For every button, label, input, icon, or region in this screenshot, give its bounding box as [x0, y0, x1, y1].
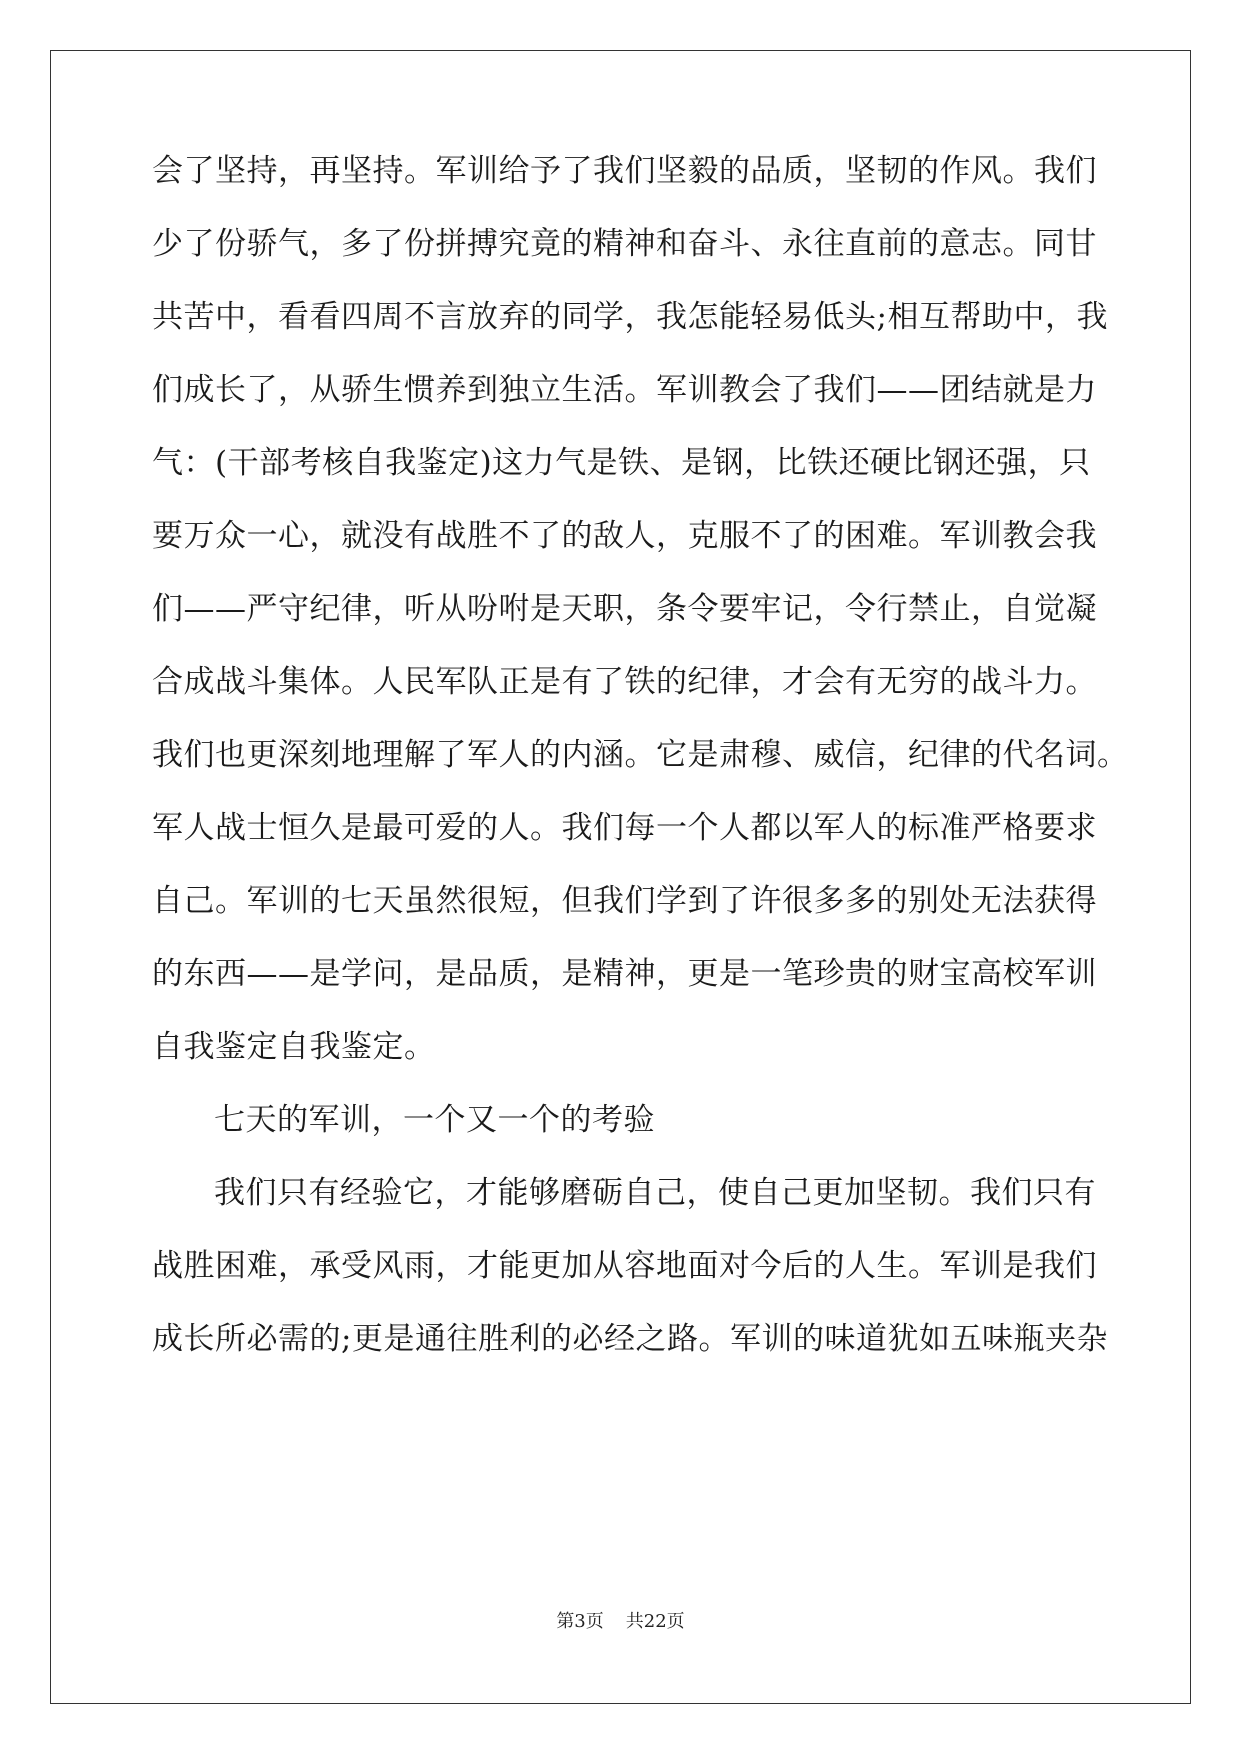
paragraph-first-line: 我们只有经验它，才能够磨砺自己，使自己更加坚韧。我们只有 [214, 1175, 1096, 1211]
page-total: 共22页 [625, 1611, 685, 1632]
text-line: 气：(干部考核自我鉴定)这力气是铁、是钢，比铁还硬比钢还强，只 [152, 445, 1091, 481]
page-footer [0, 1610, 1241, 1634]
text-line: 们成长了，从骄生惯养到独立生活。军训教会了我们——团结就是力 [152, 372, 1097, 408]
section-heading: 七天的军训，一个又一个的考验 [214, 1102, 655, 1138]
text-line: 战胜困难，承受风雨，才能更加从容地面对今后的人生。军训是我们 [152, 1248, 1097, 1284]
text-line: 我们也更深刻地理解了军人的内涵。它是肃穆、威信，纪律的代名词。 [152, 737, 1129, 773]
text-line: 军人战士恒久是最可爱的人。我们每一个人都以军人的标准严格要求 [152, 810, 1097, 846]
text-line: 要万众一心，就没有战胜不了的敌人，克服不了的困难。军训教会我 [152, 518, 1097, 554]
text-line: 的东西——是学问，是品质，是精神，更是一笔珍贵的财宝高校军训 [152, 956, 1097, 992]
text-line: 合成战斗集体。人民军队正是有了铁的纪律，才会有无穷的战斗力。 [152, 664, 1097, 700]
text-line: 少了份骄气，多了份拼搏究竟的精神和奋斗、永往直前的意志。同甘 [152, 226, 1097, 262]
page-number: 第3页 [556, 1611, 604, 1632]
text-line: 自己。军训的七天虽然很短，但我们学到了许很多多的别处无法获得 [152, 883, 1097, 919]
text-line: 成长所必需的;更是通往胜利的必经之路。军训的味道犹如五味瓶夹杂 [152, 1321, 1108, 1357]
text-line: 共苦中，看看四周不言放弃的同学，我怎能轻易低头;相互帮助中，我 [152, 299, 1108, 335]
text-line: 会了坚持，再坚持。军训给予了我们坚毅的品质，坚韧的作风。我们 [152, 153, 1097, 189]
text-line: 自我鉴定自我鉴定。 [152, 1029, 436, 1065]
text-line: 们——严守纪律，听从吩咐是天职，条令要牢记，令行禁止，自觉凝 [152, 591, 1097, 627]
